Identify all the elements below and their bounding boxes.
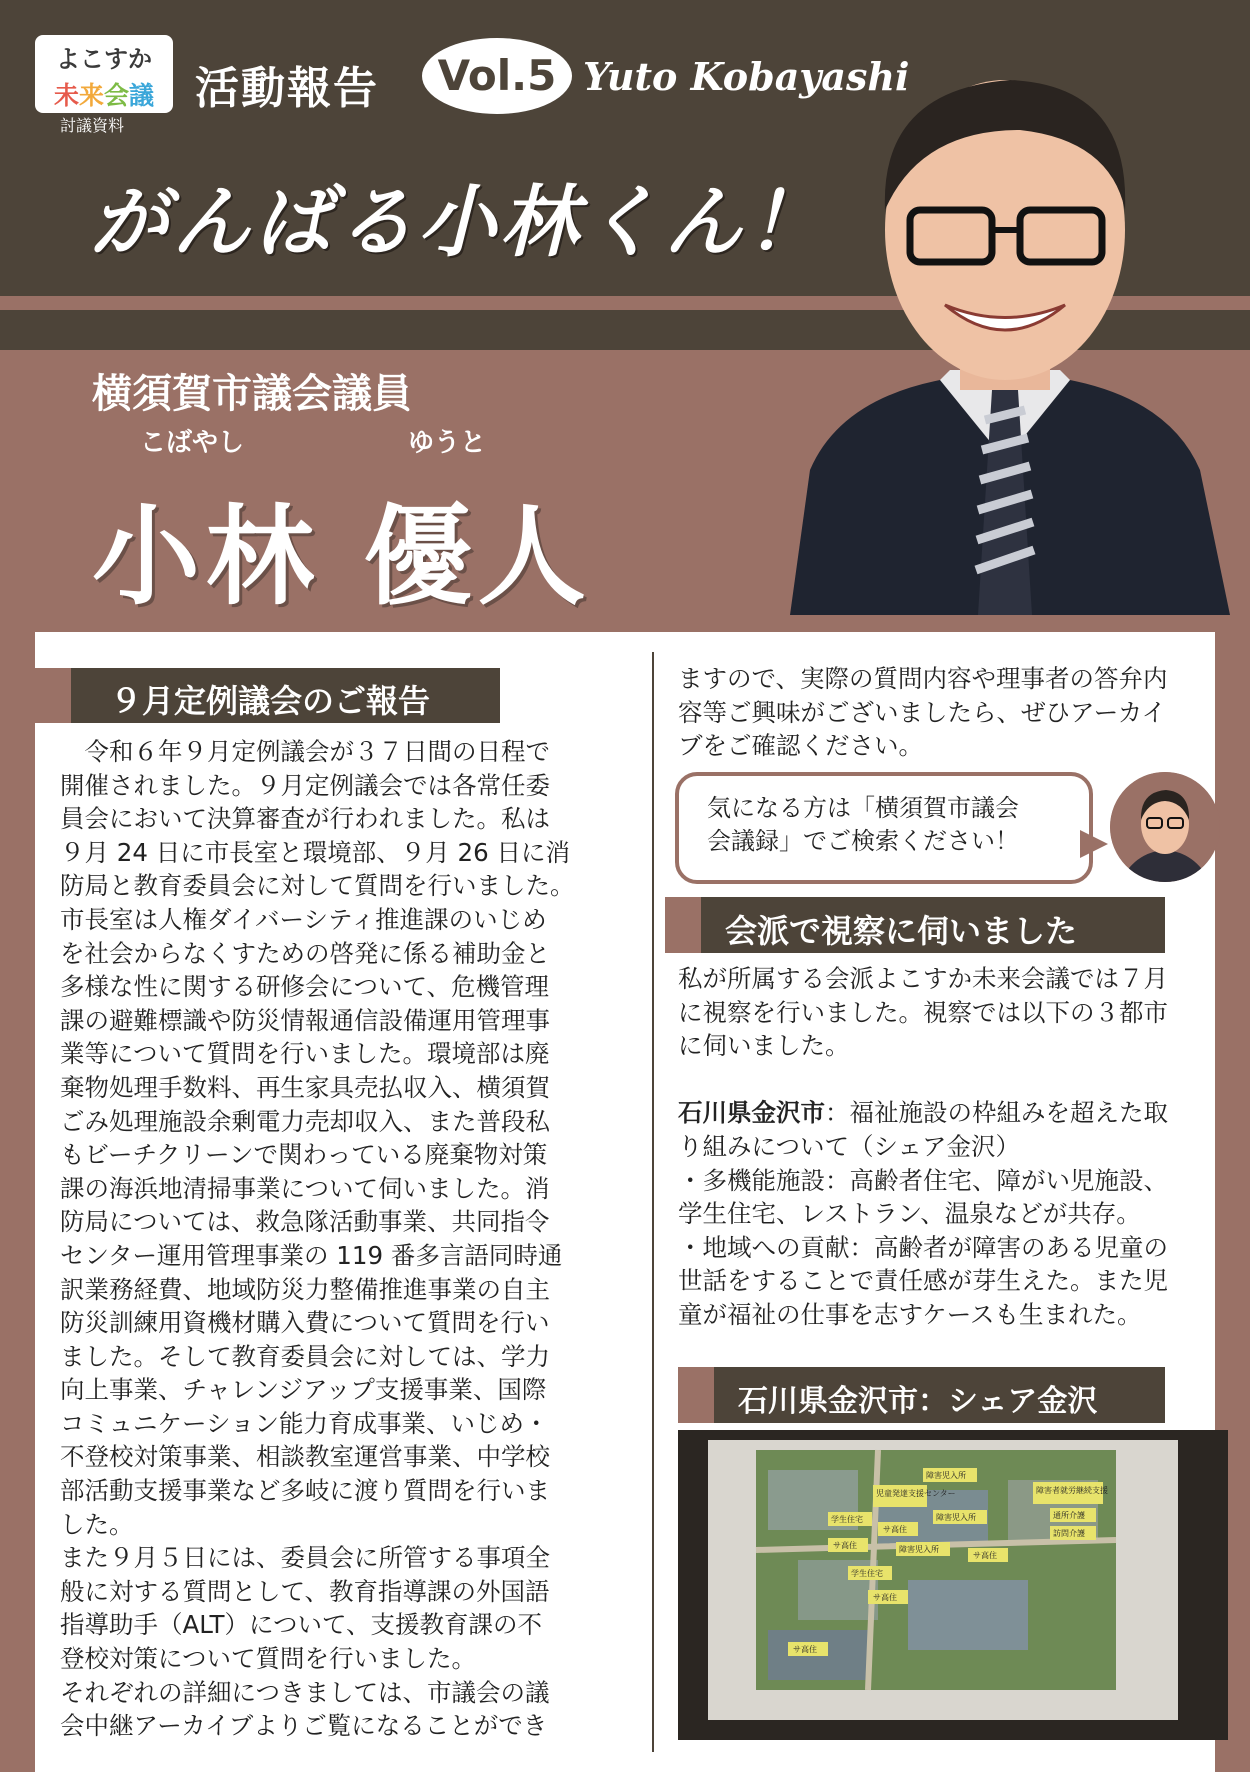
logo-line2: 未来会議 bbox=[53, 81, 155, 110]
party-logo bbox=[35, 35, 173, 113]
speech-bubble bbox=[675, 772, 1093, 884]
volume-badge: Vol.5 bbox=[422, 38, 572, 114]
september-report-body: 令和６年９月定例議会が３７日間の日程で 開催されました。９月定例議会では各常任委 員会において決算審査が行われました。私は ９月 24 日に市長室と環境部、９月 26 日に消 防局と教育委員会に対して質問を行いました。 市長室は人権ダイバーシティ推進課のいじめ を社会からなくすための啓発に係る補助金と 多様な性に関する研修会について、危機管理 課の避難標識や防災情報通信設備運用管理事 業等について質問を行いました。環境部は廃 棄物処理手数料、再生家具売払収入、横須賀 ごみ処理施設余剰電力売却収入、また普段私 もビーチクリーンで関わっている廃棄物対策 課の海浜地清掃事業について伺いました。消 防局については、救急隊活動事業、共同指令 センター運用管理事業の 119 番多言語同時通 訳業務経費、地域防災力整備推進事業の自主 防災訓練用資機材購入費について質問を行い ました。そして教育委員会に対しては、学力 向上事業、チャレンジアップ支援事業、国際 コミュニケーション能力育成事業、いじめ・ 不登校対策事業、相談教室運営事業、中学校 部活動支援事業など多岐に渡り質問を行いま した。 また９月５日には、委員会に所管する事項全 般に対する質問として、教育指導課の外国語 指導助手（ALT）について、支援教育課の不 登校対策について質問を行いました。 それぞれの詳細につきましては、市議会の議 会中継アーカイブよりご覧になることができ bbox=[60, 737, 575, 1741]
inspection-body: 私が所属する会派よこすか未来会議では７月 に視察を行いました。視察では以下の３都市 に伺いました。 石川県金沢市：福祉施設の枠組みを超えた取 り組みについて（シェア金沢） ・多機能施設：高齢者住宅、障がい児施設、 学生住宅、レストラン、温泉などが共存。 ・地域への貢献：高齢者が障害のある児童の 世話をすることで責任感が芽生えた。また児 童が福祉の仕事を志すケースも生まれた。 bbox=[678, 964, 1168, 1329]
ruby-given: ゆうと bbox=[408, 428, 487, 458]
logo-subtitle: 討議資料 bbox=[60, 116, 125, 135]
map-label: 訪問介護 bbox=[1053, 1529, 1085, 1538]
report-title: 活動報告 bbox=[195, 63, 379, 114]
callout-text: 気になる方は「横須賀市議会 会議録」でご検索ください！ bbox=[707, 794, 1019, 855]
map-label: サ高住 bbox=[793, 1645, 817, 1654]
map-label: 障害児入所 bbox=[936, 1513, 976, 1522]
slogan: がんばる小林くん！ bbox=[90, 178, 829, 268]
map-label: サ高住 bbox=[833, 1541, 857, 1550]
map-label: 障害者就労継続支援 bbox=[1036, 1486, 1108, 1495]
map-label: 障害児入所 bbox=[926, 1471, 966, 1480]
ruby-family: こばやし bbox=[140, 428, 245, 458]
section-heading-september bbox=[35, 668, 500, 723]
bubble-tail bbox=[1080, 830, 1108, 858]
role-title: 横須賀市議会議員 bbox=[92, 371, 412, 417]
heading-text: ９月定例議会のご報告 bbox=[110, 682, 431, 720]
heading-text: 石川県金沢市：シェア金沢 bbox=[738, 1384, 1098, 1419]
presentation-photo bbox=[678, 1430, 1228, 1740]
column-divider bbox=[652, 652, 654, 1752]
person-name: 小林 優人 bbox=[92, 495, 592, 620]
portrait-photo bbox=[770, 70, 1240, 615]
map-label: 学生住宅 bbox=[851, 1569, 883, 1578]
map-label: サ高住 bbox=[973, 1551, 997, 1560]
map-label: 通所介護 bbox=[1053, 1511, 1085, 1520]
logo-line1: よこすか bbox=[56, 45, 152, 73]
map-label: サ高住 bbox=[873, 1593, 897, 1602]
map-label: サ高住 bbox=[883, 1525, 907, 1534]
map-label: 児童発達支援センター bbox=[876, 1489, 956, 1498]
avatar bbox=[1110, 772, 1220, 882]
section-heading-photo bbox=[678, 1367, 1165, 1423]
september-report-continued: ますので、実際の質問内容や理事者の答弁内 容等ご興味がございましたら、ぜひアーカイ ブをご確認ください。 bbox=[678, 664, 1168, 761]
map-label: 学生住宅 bbox=[831, 1515, 863, 1524]
map-label: 障害児入所 bbox=[899, 1545, 939, 1554]
heading-text: 会派で視察に伺いました bbox=[725, 912, 1078, 950]
city-label: 石川県金沢市 bbox=[678, 1098, 825, 1128]
section-heading-inspection bbox=[665, 897, 1165, 953]
signature: Yuto Kobayashi bbox=[583, 54, 910, 99]
